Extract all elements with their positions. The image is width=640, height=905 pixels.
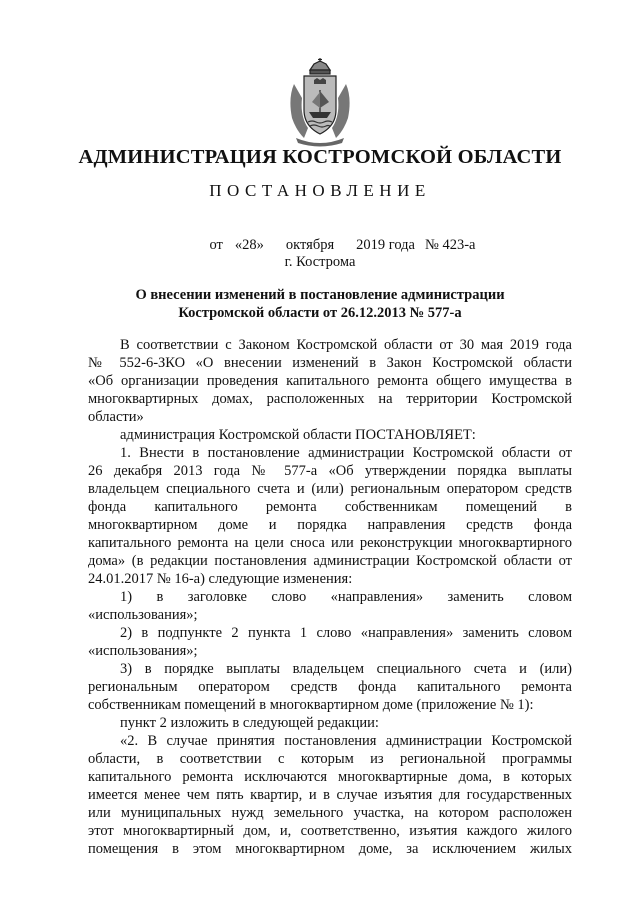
- body-line: 2) в подпункте 2 пункта 1 слово «направления» заменить словом: [120, 625, 572, 641]
- date-month: октября: [285, 237, 335, 253]
- kostroma-coat-of-arms-icon: [284, 58, 356, 148]
- body-line: помещения в этом многоквартирном доме, за исключением жилых: [88, 841, 572, 857]
- body-line: региональным оператором средств фонда капитального ремонта: [88, 679, 572, 695]
- date-day: «28»: [234, 237, 264, 253]
- body-line: «использования»;: [88, 643, 198, 659]
- date-prefix: от: [209, 237, 223, 253]
- body-line: собственникам помещений в многоквартирном доме (приложение № 1):: [88, 697, 534, 713]
- document-type: ПОСТАНОВЛЕНИЕ: [209, 181, 431, 200]
- date-year: 2019 года: [356, 237, 415, 253]
- body-line: капитального ремонта исключаются многоквартирные дома, в которых: [88, 769, 572, 785]
- organization-title: АДМИНИСТРАЦИЯ КОСТРОМСКОЙ ОБЛАСТИ: [78, 146, 562, 168]
- document-heading-line-1: О внесении изменений в постановление администрации: [135, 287, 505, 303]
- body-line: многоквартирном доме и порядка направления средств фонда: [88, 517, 572, 533]
- body-line: капитального ремонта на цели сноса или реконструкции многоквартирного: [88, 535, 572, 551]
- body-line: области»: [88, 409, 144, 425]
- body-line: 26 декабря 2013 года № 577-а «Об утверждении порядка выплаты: [88, 463, 572, 479]
- body-line: «Об организации проведения капитального ремонта общего имущества в: [88, 373, 572, 389]
- document-heading-line-2: Костромской области от 26.12.2013 № 577-а: [178, 305, 462, 321]
- body-line: пункт 2 изложить в следующей редакции:: [120, 715, 379, 731]
- body-line: многоквартирных домах, расположенных на территории Костромской: [88, 391, 572, 407]
- body-line: 24.01.2017 № 16-а) следующие изменения:: [88, 571, 353, 587]
- body-line: этот многоквартирный дом, и, соответственно, изъятия каждого жилого: [88, 823, 572, 839]
- body-line: имеется менее чем пять квартир, и в случае изъятия для государственных: [88, 787, 572, 803]
- body-line: или муниципальных нужд земельного участка, на котором расположен: [88, 805, 572, 821]
- body-line: области, в соответствии с которым из региональной программы: [88, 751, 572, 767]
- body-line: фонда капитального ремонта собственникам помещений в: [88, 499, 572, 515]
- body-line: 3) в порядке выплаты владельцем специального счета и (или): [120, 661, 572, 677]
- body-line: «использования»;: [88, 607, 198, 623]
- body-line: № 552-6-ЗКО «О внесении изменений в Закон Костромской области: [88, 355, 572, 371]
- body-line: «2. В случае принятия постановления администрации Костромской: [120, 733, 572, 749]
- city-name: г. Кострома: [284, 254, 356, 270]
- body-line: В соответствии с Законом Костромской области от 30 мая 2019 года: [120, 337, 572, 353]
- body-line: 1) в заголовке слово «направления» заменить словом: [120, 589, 572, 605]
- body-line: администрация Костромской области ПОСТАНОВЛЯЕТ:: [120, 427, 476, 443]
- body-line: дома» (в редакции постановления администрации Костромской области от: [88, 553, 572, 569]
- body-line: владельцем специального счета и (или) региональным оператором средств: [88, 481, 572, 497]
- document-number: № 423-а: [424, 237, 476, 253]
- body-line: 1. Внести в постановление администрации Костромской области от: [120, 445, 572, 461]
